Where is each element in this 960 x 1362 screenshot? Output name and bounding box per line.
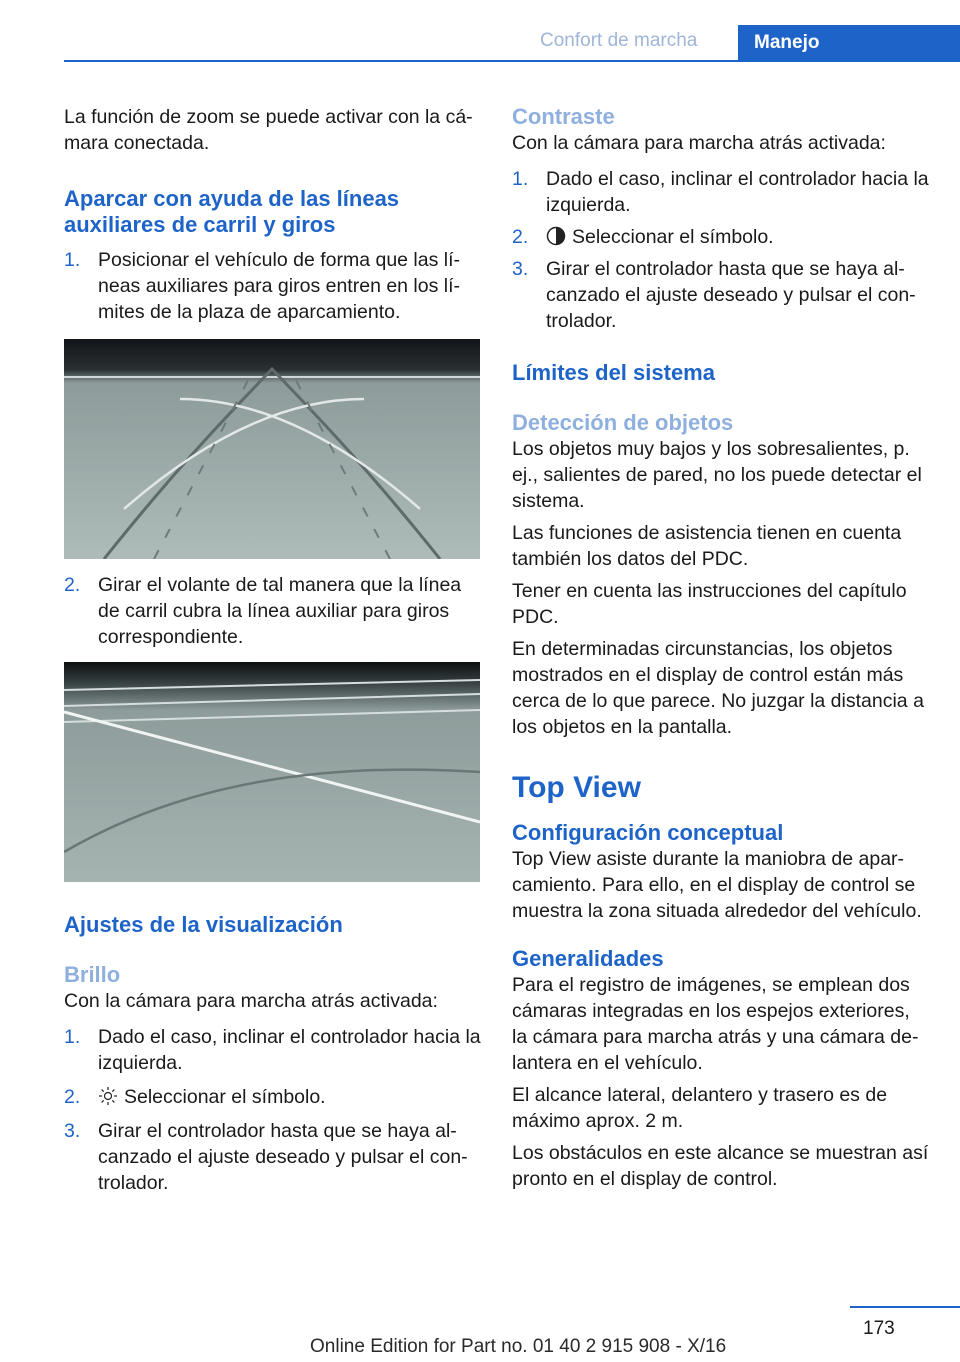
brightness-heading: Brillo	[64, 962, 121, 987]
left-display-settings	[64, 912, 482, 1196]
brightness-step-3	[64, 1118, 482, 1196]
step-text: Dado el caso, inclinar el controlador hacia la izquierda.	[98, 1026, 481, 1074]
step-text: Girar el controlador hasta que se haya al-canzado el ajuste deseado y pulsar el con-trolador.	[546, 258, 916, 332]
display-settings-heading: Ajustes de la visualización	[64, 912, 343, 937]
page-number: 173	[863, 1318, 895, 1339]
top-view-heading: Top View	[512, 771, 641, 804]
step-number: 3.	[64, 1120, 81, 1142]
park-step-1	[64, 247, 482, 325]
brightness-step-2	[64, 1084, 482, 1110]
detection-p1: Los objetos muy bajos y los sobresalientes, p. ej., salientes de pared, no los puede detectar el sistema.	[512, 438, 922, 512]
limits-heading: Límites del sistema	[512, 360, 715, 385]
concept-p: Top View asiste durante la maniobra de apar-camiento. Para ello, en el display de control se muestra la zona situada alrededor del vehículo.	[512, 848, 922, 922]
contrast-step-1	[512, 166, 930, 218]
step-number: 1.	[64, 249, 81, 271]
general-p2: El alcance lateral, delantero y trasero es de máximo aprox. 2 m.	[512, 1084, 888, 1132]
step-number: 2.	[64, 574, 81, 596]
step-text: Seleccionar el símbolo.	[572, 226, 774, 248]
edition-footer: Online Edition for Part no. 01 40 2 915 908 - X/16	[310, 1336, 727, 1357]
step-number: 2.	[512, 226, 529, 248]
general-heading: Generalidades	[512, 946, 664, 971]
header-chapter-tab: Manejo	[738, 25, 960, 62]
contrast-icon	[546, 226, 566, 246]
detection-p2: Las funciones de asistencia tienen en cuenta también los datos del PDC.	[512, 522, 902, 570]
step-number: 2.	[64, 1086, 81, 1108]
camera-image-lane-lines	[64, 662, 480, 882]
step-text: Posicionar el vehículo de forma que las lí-neas auxiliares para giros entren en los lí-mites de la plaza de aparcamiento.	[98, 249, 461, 323]
contrast-intro: Con la cámara para marcha atrás activada:	[512, 132, 886, 154]
step-text: Seleccionar el símbolo.	[124, 1086, 326, 1108]
brightness-intro: Con la cámara para marcha atrás activada:	[64, 990, 438, 1012]
camera-image-turning-lines	[64, 339, 480, 559]
camera-view-illustration-1	[64, 339, 480, 559]
detection-p4: En determinadas circunstancias, los objetos mostrados en el display de control están más cerca de lo que parece. No juzgar la distancia a los objetos en la pantalla.	[512, 638, 924, 738]
concept-heading: Configuración conceptual	[512, 820, 784, 845]
step-number: 3.	[512, 258, 529, 280]
right-column	[512, 104, 930, 1192]
step-number: 1.	[64, 1026, 81, 1048]
contrast-step-2	[512, 224, 930, 250]
step-text: Girar el volante de tal manera que la línea de carril cubra la línea auxiliar para giros correspondiente.	[98, 574, 462, 648]
zoom-intro: La función de zoom se puede activar con la cá- mara conectada.	[64, 106, 473, 154]
detection-p3: Tener en cuenta las instrucciones del capítulo PDC.	[512, 580, 907, 628]
contrast-heading: Contraste	[512, 104, 615, 129]
detection-heading: Detección de objetos	[512, 410, 734, 435]
camera-view-illustration-2	[64, 662, 480, 882]
header-section-title: Confort de marcha	[540, 30, 698, 51]
brightness-step-1	[64, 1024, 482, 1076]
header-rule	[64, 60, 960, 62]
footer-rule	[850, 1306, 960, 1308]
step-text: Girar el controlador hasta que se haya al-canzado el ajuste deseado y pulsar el con-trolador.	[98, 1120, 468, 1194]
park-step-2	[64, 572, 482, 650]
contrast-step-3	[512, 256, 930, 334]
sun-icon	[98, 1086, 118, 1106]
general-p3: Los obstáculos en este alcance se muestran así pronto en el display de control.	[512, 1142, 929, 1190]
left-column-top	[64, 104, 482, 325]
step-text: Dado el caso, inclinar el controlador hacia la izquierda.	[546, 168, 929, 216]
step-number: 1.	[512, 168, 529, 190]
left-step-2-wrap	[64, 572, 482, 650]
park-heading: Aparcar con ayuda de las líneas auxiliares de carril y giros	[64, 186, 400, 237]
general-p1: Para el registro de imágenes, se emplean dos cámaras integradas en los espejos exteriores, la cámara para marcha atrás y una cámara de-lantera en el vehículo.	[512, 974, 919, 1074]
